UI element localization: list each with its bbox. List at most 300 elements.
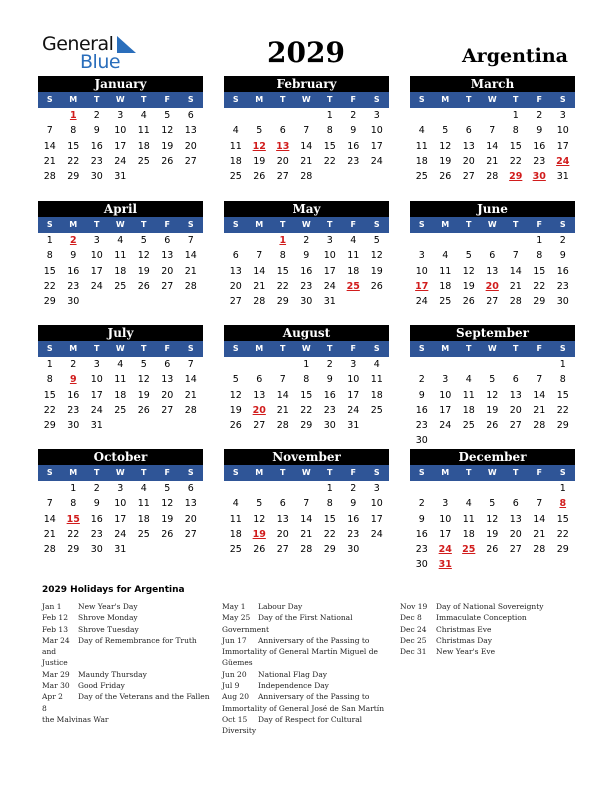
day-cell: 14 [184,250,197,262]
week-row [224,139,389,154]
day-cell: 26 [486,544,499,556]
day-cell: 9 [350,498,357,510]
day-cell: 22 [509,155,522,167]
week-row [410,481,575,496]
month-title: April [38,201,203,217]
week-row [410,418,575,433]
day-cell: 3 [418,250,425,262]
day-cell [224,108,248,123]
day-cell: 5 [442,125,449,137]
month-title: October [38,449,203,465]
weekday-label: S [418,468,425,477]
day-cell [457,433,481,448]
month-title: March [410,76,575,92]
day-cell: 21 [43,528,56,540]
day-cell: 10 [439,513,452,525]
day-cell: 7 [489,125,496,137]
logo-general-text: General [42,33,114,55]
day-cell: 6 [164,235,171,246]
week-row [224,154,389,169]
day-cell: 9 [70,250,77,262]
week-row [224,123,389,138]
day-cell [504,357,528,372]
day-cell: 19 [439,155,452,167]
holiday-name-continued: Government [222,624,269,634]
holiday-item [42,691,212,714]
holiday-date: Feb 12 [42,613,68,623]
weekday-label: T [141,220,147,229]
day-cell: 3 [373,110,380,121]
day-cell: 3 [326,235,333,246]
weekday-label: S [187,220,194,229]
day-cell: 29 [300,420,313,432]
month-april [38,201,203,309]
day-cell: 10 [323,250,336,262]
holiday-column [42,601,212,725]
day-cell: 12 [370,250,383,262]
week-row [224,542,389,557]
day-cell: 21 [300,155,313,167]
holiday-day-cell: 29 [509,171,523,183]
weekday-label: W [115,468,125,477]
day-cell: 25 [229,544,242,556]
page-header [0,0,612,75]
holiday-item [42,612,212,623]
day-cell: 7 [46,498,53,510]
day-cell: 17 [439,528,452,540]
weekday-header [38,92,203,108]
day-cell: 17 [323,265,336,277]
day-cell: 8 [279,250,286,262]
day-cell: 18 [462,404,475,416]
day-cell: 21 [253,280,266,292]
holiday-name: National Flag Day [258,669,328,679]
day-cell: 8 [46,374,53,386]
holiday-date: Mar 24 [42,635,70,645]
holiday-item [42,601,212,612]
day-cell: 21 [486,155,499,167]
day-cell: 12 [462,265,475,277]
day-cell: 20 [184,140,197,152]
day-cell [551,557,575,572]
day-cell: 12 [253,513,266,525]
month-title: August [224,325,389,341]
day-cell: 11 [114,374,127,386]
holiday-name: Christmas Day [436,635,492,645]
day-cell: 22 [556,404,569,416]
day-cell [504,481,528,496]
page-title-year: 2029 [267,36,345,69]
weekday-label: T [280,95,286,104]
day-cell: 1 [70,483,77,494]
week-row [38,372,203,387]
holiday-item [222,691,392,702]
weekday-label: F [536,468,542,477]
day-cell: 2 [93,483,100,494]
week-row [38,481,203,496]
day-cell: 21 [184,389,197,401]
holiday-name-continued: Justice [42,658,68,668]
weekday-label: S [187,344,194,353]
weekday-label: T [141,344,147,353]
day-cell: 3 [373,483,380,494]
day-cell [318,169,342,184]
week-row [224,418,389,433]
day-cell: 29 [276,296,289,308]
day-cell: 18 [229,528,242,540]
day-cell: 14 [300,140,313,152]
holiday-date: Jan 1 [42,602,62,611]
day-cell: 21 [184,265,197,277]
holiday-name: Good Friday [78,681,125,691]
holiday-date: Jun 20 [222,669,247,679]
day-cell [109,418,133,433]
day-cell: 10 [90,374,103,386]
day-cell: 22 [43,280,56,292]
day-cell: 22 [323,155,336,167]
day-cell: 10 [415,265,428,277]
month-june [410,201,575,309]
day-cell: 4 [232,498,239,510]
holiday-date: Oct 15 [222,714,248,724]
day-cell: 17 [90,389,103,401]
weekday-label: W [301,95,311,104]
weekday-label: T [466,220,472,229]
day-cell: 30 [67,420,80,432]
day-cell: 9 [93,125,100,137]
day-cell [504,433,528,448]
day-cell: 28 [300,544,313,556]
day-cell: 30 [90,544,103,556]
day-cell [504,233,528,248]
week-row [410,527,575,542]
holiday-name-continued: Immortality of General José de San Martín [222,703,385,713]
day-cell: 18 [114,389,127,401]
week-row [410,154,575,169]
day-cell [551,433,575,448]
day-cell: 14 [276,389,289,401]
weekday-label: F [350,468,356,477]
day-cell: 18 [370,389,383,401]
holiday-name: Anniversary of the Passing to [258,635,370,645]
day-cell [457,357,481,372]
day-cell: 16 [300,265,313,277]
day-cell: 3 [93,235,100,246]
weekday-label: T [141,95,147,104]
week-row [38,169,203,184]
day-cell: 19 [486,404,499,416]
day-cell [434,233,458,248]
holiday-name: Anniversary of the Passing to [258,692,370,702]
day-cell: 24 [415,296,428,308]
day-cell: 25 [229,171,242,183]
weekday-header [38,217,203,233]
day-cell: 26 [161,155,174,167]
month-october [38,449,203,557]
day-cell: 15 [43,265,56,277]
day-cell: 1 [559,483,566,494]
day-cell: 1 [46,359,53,370]
day-cell [528,557,552,572]
day-cell: 29 [67,171,80,183]
holiday-item [222,601,392,612]
day-cell: 5 [164,110,171,121]
weekday-label: W [301,344,311,353]
country-name: Argentina [461,45,568,67]
day-cell: 25 [439,296,452,308]
day-cell: 17 [114,140,127,152]
day-cell: 16 [415,528,428,540]
weekday-label: T [94,220,100,229]
weekday-label: F [536,220,542,229]
week-row [224,357,389,372]
day-cell: 23 [90,528,103,540]
holiday-item [222,612,392,623]
day-cell: 20 [509,404,522,416]
day-cell [271,481,295,496]
day-cell: 6 [164,359,171,370]
holiday-day-cell: 17 [415,280,429,292]
day-cell: 26 [253,544,266,556]
week-row [410,139,575,154]
day-cell [365,169,389,184]
weekday-label: M [255,344,264,353]
day-cell: 24 [347,404,360,416]
day-cell: 17 [114,513,127,525]
day-cell: 2 [350,110,357,121]
day-cell: 23 [300,280,313,292]
month-title: February [224,76,389,92]
day-cell: 11 [462,513,475,525]
week-row [38,248,203,263]
day-cell [434,108,458,123]
day-cell: 6 [256,374,263,386]
day-cell: 7 [303,498,310,510]
logo-blue-text: Blue [80,51,121,73]
day-cell: 9 [326,374,333,386]
holiday-day-cell: 9 [69,374,77,386]
day-cell: 13 [184,125,197,137]
day-cell: 1 [559,359,566,370]
holiday-day-cell: 30 [532,171,546,183]
weekday-label: S [46,220,53,229]
holiday-day-cell: 1 [69,110,77,121]
day-cell: 10 [114,498,127,510]
day-cell: 29 [556,544,569,556]
day-cell: 19 [253,155,266,167]
day-cell: 19 [161,513,174,525]
weekday-label: T [141,468,147,477]
day-cell: 5 [373,235,380,246]
day-cell: 12 [229,389,242,401]
day-cell: 3 [559,110,566,121]
day-cell: 30 [415,559,428,571]
weekday-label: S [559,468,566,477]
holiday-name: Day of Remembrance for Truth and [42,635,197,657]
day-cell: 25 [114,404,127,416]
day-cell: 28 [276,420,289,432]
weekday-label: T [466,95,472,104]
day-cell: 10 [370,498,383,510]
weekday-header [410,92,575,108]
day-cell: 25 [415,171,428,183]
day-cell: 7 [256,250,263,262]
day-cell: 2 [70,359,77,370]
day-cell [224,233,248,248]
month-title: December [410,449,575,465]
day-cell: 27 [276,544,289,556]
day-cell: 18 [137,513,150,525]
day-cell: 3 [350,359,357,370]
weekday-label: S [187,95,194,104]
month-title: January [38,76,203,92]
day-cell: 21 [533,528,546,540]
day-cell: 22 [67,528,80,540]
weekday-label: T [327,220,333,229]
weekday-label: W [115,344,125,353]
holiday-name: Day of Respect for Cultural [258,714,363,724]
holiday-list-title: 2029 Holidays for Argentina [42,585,185,595]
month-august [224,325,389,433]
day-cell: 8 [70,125,77,137]
day-cell [248,357,272,372]
day-cell: 23 [67,404,80,416]
week-row [410,403,575,418]
week-row [224,169,389,184]
weekday-label: T [466,344,472,353]
holiday-item [400,635,570,646]
day-cell: 12 [486,513,499,525]
day-cell: 28 [184,280,197,292]
holiday-column [222,601,392,737]
day-cell: 19 [370,265,383,277]
day-cell [528,433,552,448]
day-cell: 4 [117,359,124,370]
weekday-label: W [115,95,125,104]
day-cell [481,233,505,248]
day-cell [365,294,389,309]
day-cell: 4 [373,359,380,370]
day-cell: 20 [184,513,197,525]
day-cell: 6 [489,250,496,262]
day-cell [248,233,272,248]
weekday-header [224,217,389,233]
weekday-label: T [466,468,472,477]
day-cell: 13 [253,389,266,401]
day-cell: 5 [489,374,496,386]
day-cell: 21 [276,404,289,416]
holiday-item [400,646,570,657]
day-cell: 20 [229,280,242,292]
day-cell: 26 [137,280,150,292]
weekday-label: S [373,468,380,477]
weekday-label: F [164,344,170,353]
weekday-label: S [232,220,239,229]
week-row [224,496,389,511]
day-cell: 15 [323,513,336,525]
holiday-name: Maundy Thursday [78,669,147,679]
day-cell: 11 [462,389,475,401]
day-cell: 14 [184,374,197,386]
day-cell [434,433,458,448]
day-cell: 29 [556,420,569,432]
day-cell: 27 [161,280,174,292]
weekday-label: M [255,220,264,229]
month-july [38,325,203,433]
holiday-date: Dec 31 [400,647,427,657]
day-cell: 6 [187,110,194,121]
day-cell: 6 [187,483,194,494]
day-cell: 28 [509,296,522,308]
day-cell: 29 [43,296,56,308]
day-cell: 27 [462,171,475,183]
day-cell: 11 [137,498,150,510]
weekday-label: S [418,220,425,229]
day-cell: 29 [67,544,80,556]
weekday-label: T [280,468,286,477]
weekday-label: F [164,220,170,229]
weekday-label: T [94,95,100,104]
month-title: November [224,449,389,465]
day-cell: 18 [462,528,475,540]
day-cell: 3 [442,498,449,510]
day-cell: 14 [533,389,546,401]
day-cell [434,357,458,372]
day-cell: 27 [184,155,197,167]
day-cell: 17 [370,140,383,152]
day-cell: 28 [486,171,499,183]
day-cell [224,357,248,372]
day-cell: 28 [300,171,313,183]
day-cell: 13 [462,140,475,152]
day-cell: 20 [276,155,289,167]
day-cell: 24 [114,155,127,167]
day-cell: 15 [67,140,80,152]
day-cell: 29 [323,544,336,556]
day-cell: 20 [276,528,289,540]
day-cell: 23 [90,155,103,167]
week-row [38,233,203,248]
day-cell: 18 [114,265,127,277]
day-cell: 4 [140,483,147,494]
day-cell: 16 [533,140,546,152]
day-cell: 2 [418,498,425,510]
day-cell: 24 [323,280,336,292]
holiday-day-cell: 25 [462,544,476,556]
weekday-label: W [115,220,125,229]
weekday-label: F [536,95,542,104]
day-cell: 26 [370,280,383,292]
day-cell: 30 [67,296,80,308]
day-cell: 28 [184,404,197,416]
day-cell: 14 [486,140,499,152]
weekday-label: F [350,95,356,104]
day-cell: 27 [161,404,174,416]
week-row [38,264,203,279]
day-cell: 1 [303,359,310,370]
week-row [224,403,389,418]
weekday-label: S [46,468,53,477]
day-cell: 25 [462,420,475,432]
month-december [410,449,575,573]
month-september [410,325,575,449]
day-cell [132,294,156,309]
day-cell: 13 [509,389,522,401]
day-cell: 15 [323,140,336,152]
day-cell [410,233,434,248]
holiday-item [222,669,392,680]
day-cell: 20 [462,155,475,167]
